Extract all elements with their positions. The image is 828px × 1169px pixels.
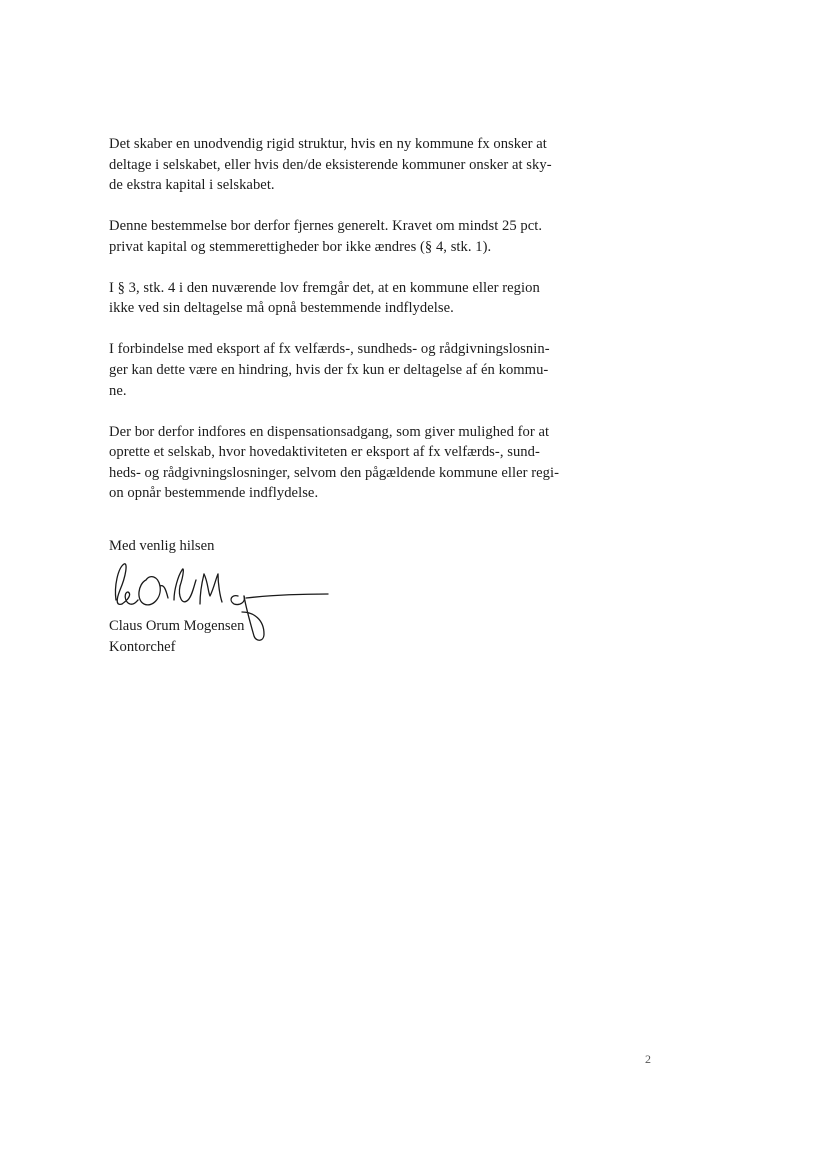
paragraph-line: deltage i selskabet, eller hvis den/de eksisterende kommuner onsker at sky- (109, 156, 552, 173)
signer-title: Kontorchef (109, 638, 176, 655)
paragraph-line: ne. (109, 382, 127, 399)
signer-block (109, 616, 244, 657)
paragraph-line: I forbindelse med eksport af fx velfærds-, sundheds- og rådgivningslosnin- (109, 341, 550, 358)
paragraph-5 (109, 422, 609, 504)
paragraph-line: I § 3, stk. 4 i den nuværende lov fremgår det, at en kommune eller region (109, 279, 540, 296)
paragraph-line: Denne bestemmelse bor derfor fjernes generelt. Kravet om mindst 25 pct. (109, 218, 543, 235)
paragraph-line: heds- og rådgivningslosninger, selvom den pågældende kommune eller regi- (109, 464, 560, 481)
letter-body (109, 134, 609, 524)
paragraph-line: privat kapital og stemmerettigheder bor ikke ændres (§ 4, stk. 1). (109, 238, 492, 255)
paragraph-4 (109, 339, 609, 401)
page-number: 2 (645, 1052, 651, 1066)
paragraph-line: ger kan dette være en hindring, hvis der fx kun er deltagelse af én kommu- (109, 361, 549, 378)
paragraph-line: Det skaber en unodvendig rigid struktur, hvis en ny kommune fx onsker at (109, 136, 547, 152)
paragraph-1 (109, 134, 609, 196)
paragraph-line: ikke ved sin deltagelse må opnå bestemmende indflydelse. (109, 300, 454, 317)
paragraph-line: on opnår bestemmende indflydelse. (109, 485, 319, 502)
closing-salutation: Med venlig hilsen (109, 538, 215, 554)
paragraph-3 (109, 278, 609, 319)
paragraph-line: Der bor derfor indfores en dispensationsadgang, som giver mulighed for at (109, 423, 550, 440)
paragraph-line: oprette et selskab, hvor hovedaktiviteten er eksport af fx velfærds-, sund- (109, 444, 540, 461)
signer-name: Claus Orum Mogensen (109, 618, 245, 634)
paragraph-line: de ekstra kapital i selskabet. (109, 177, 275, 194)
paragraph-2 (109, 216, 609, 257)
